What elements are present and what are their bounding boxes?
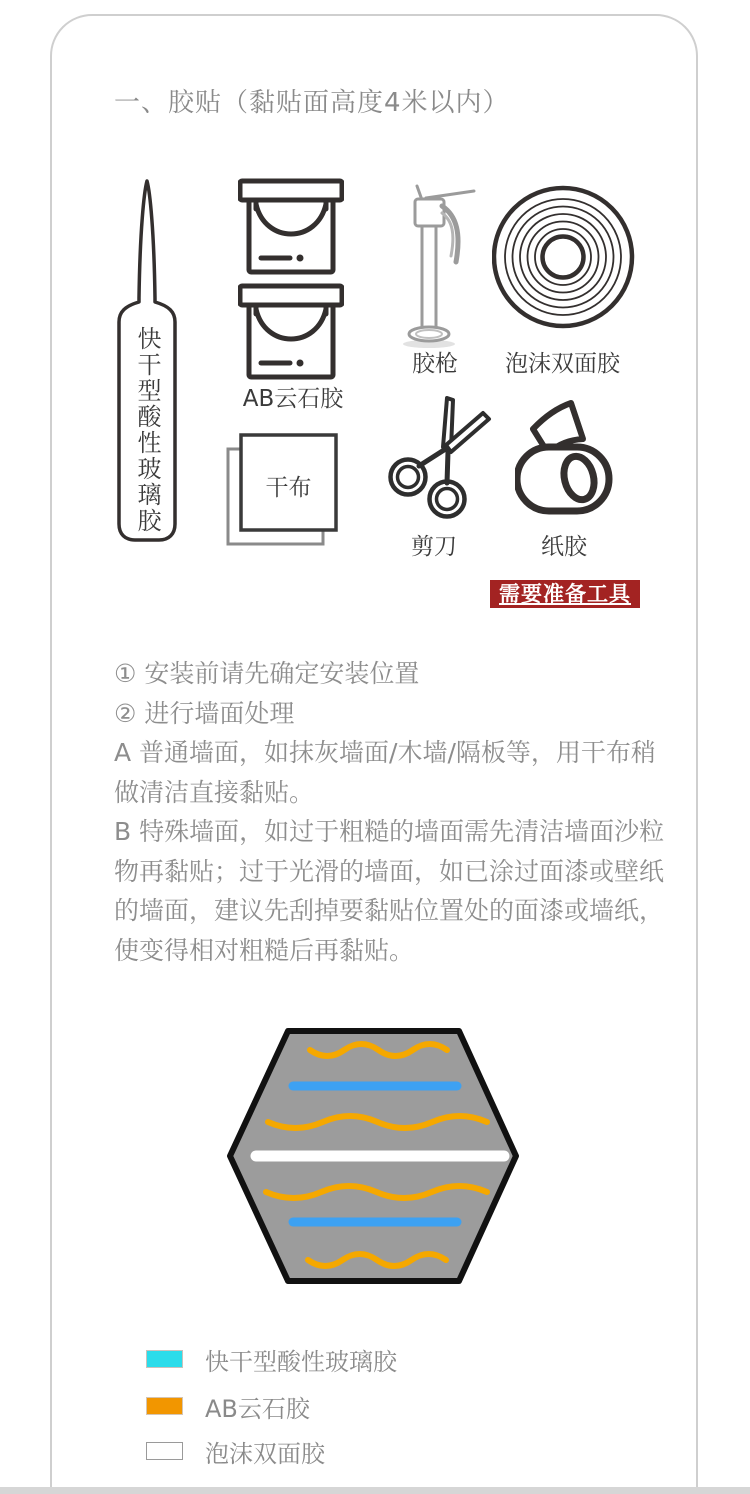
legend-row (146, 1439, 325, 1468)
page-title: 一、胶贴（黏贴面高度4米以内） (114, 88, 510, 118)
dry-cloth-label: 干布 (265, 475, 312, 501)
page-bottom-divider (0, 1487, 750, 1494)
glue-gun-label: 胶枪 (412, 351, 458, 377)
scissors-icon (385, 392, 495, 522)
legend-swatch-foam-tape (146, 1442, 183, 1460)
paper-tape-icon (515, 396, 613, 522)
ab-glue-bucket-icon (238, 178, 344, 276)
legend-swatch-ab-glue (146, 1397, 183, 1415)
foam-tape-icon (492, 184, 638, 332)
glue-gun-icon (398, 182, 480, 354)
step-a: A 普通墙面，如抹灰墙面/木墙/隔板等，用干布稍做清洁直接黏贴。 (114, 738, 656, 807)
wall-hexagon-diagram (226, 1027, 520, 1285)
legend-label-foam-tape: 泡沫双面胶 (205, 1439, 325, 1468)
legend-label-glass-glue: 快干型酸性玻璃胶 (205, 1347, 397, 1376)
step-b: B 特殊墙面，如过于粗糙的墙面需先清洁墙面沙粒物再黏贴；过于光滑的墙面，如已涂过面漆或壁纸的墙面，建议先刮掉要黏贴位置处的面漆或墙纸，使变得相对粗糙后再黏贴。 (114, 817, 665, 965)
ab-glue-bucket-icon (238, 283, 344, 381)
tools-badge: 需要准备工具 (490, 580, 640, 608)
ab-glue-label: AB云石胶 (242, 386, 344, 412)
step-2: ② 进行墙面处理 (114, 698, 295, 728)
steps-text (114, 654, 666, 970)
legend-row (146, 1347, 397, 1376)
glue-tube-label: 快干型酸性玻璃胶 (133, 326, 161, 534)
scissors-label: 剪刀 (411, 534, 457, 560)
legend-swatch-glass-glue (146, 1350, 183, 1368)
paper-tape-label: 纸胶 (541, 534, 587, 560)
foam-tape-label: 泡沫双面胶 (505, 351, 620, 377)
legend-row (146, 1394, 310, 1423)
legend-label-ab-glue: AB云石胶 (205, 1394, 310, 1423)
step-1: ① 安装前请先确定安装位置 (114, 659, 420, 688)
